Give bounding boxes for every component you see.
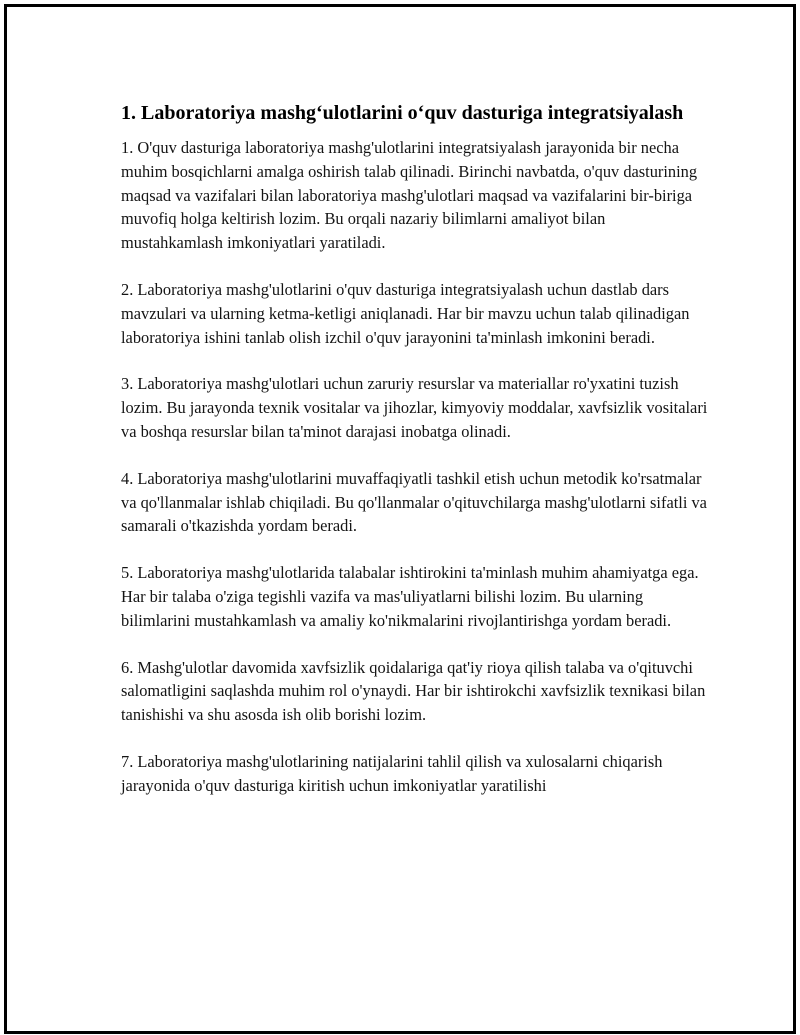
page-frame xyxy=(4,4,796,1034)
paragraph-3: 3. Laboratoriya mashg'ulotlari uchun zaruriy resurslar va materiallar ro'yxatini tuzish lozim. Bu jarayonda texnik vositalar va jihozlar, kimyoviy moddalar, xavfsizlik vositalari va boshqa resurslar bilan ta'minot darajasi inobatga olinadi. xyxy=(121,374,708,441)
section-heading: 1. Laboratoriya mashg‘ulotlarini o‘quv dasturiga integratsiyalash xyxy=(121,102,684,124)
paragraph-6: 6. Mashg'ulotlar davomida xavfsizlik qoidalariga qat'iy rioya qilish talaba va o'qituvchi salomatligini saqlashda muhim rol o'ynaydi. Har bir ishtirokchi xavfsizlik texnikasi bilan tanishishi va shu asosda ish olib borishi lozim. xyxy=(121,657,706,725)
paragraph-1: 1. O'quv dasturiga laboratoriya mashg'ulotlarini integratsiyalash jarayonida bir necha muhim bosqichlarni amalga oshirish talab qilinadi. Birinchi navbatda, o'quv dasturining maqsad va vazifalari bilan laboratoriya mashg'ulotlari maqsad va vazifalarini bir-biriga muvofiq holga keltirish lozim. Bu orqali nazariy bilimlarni amaliyot bilan mustahkamlash imkoniyatlari yaratiladi. xyxy=(121,138,698,253)
document-content xyxy=(121,100,711,821)
paragraph-5: 5. Laboratoriya mashg'ulotlarida talabalar ishtirokini ta'minlash muhim ahamiyatga ega. Har bir talaba o'ziga tegishli vazifa va mas'uliyatlarni bilishi lozim. Bu ularning bilimlarini mustahkamlash va amaliy ko'nikmalarini rivojlantirishga yordam beradi. xyxy=(121,563,699,630)
paragraph-4: 4. Laboratoriya mashg'ulotlarini muvaffaqiyatli tashkil etish uchun metodik ko'rsatmalar va qo'llanmalar ishlab chiqiladi. Bu qo'llanmalar o'qituvchilarga mashg'ulotlarni sifatli va samarali o'tkazishda yordam beradi. xyxy=(121,468,707,536)
paragraph-7: 7. Laboratoriya mashg'ulotlarining natijalarini tahlil qilish va xulosalarni chiqarish jarayonida o'quv dasturiga kiritish uchun imkoniyatlar yaratilishi xyxy=(121,751,663,795)
paragraph-2: 2. Laboratoriya mashg'ulotlarini o'quv dasturiga integratsiyalash uchun dastlab dars mavzulari va ularning ketma-ketligi aniqlanadi. Har bir mavzu uchun talab qilinadigan laboratoriya ishini tanlab olish izchil o'quv jarayonini ta'minlash imkonini beradi. xyxy=(121,279,690,347)
